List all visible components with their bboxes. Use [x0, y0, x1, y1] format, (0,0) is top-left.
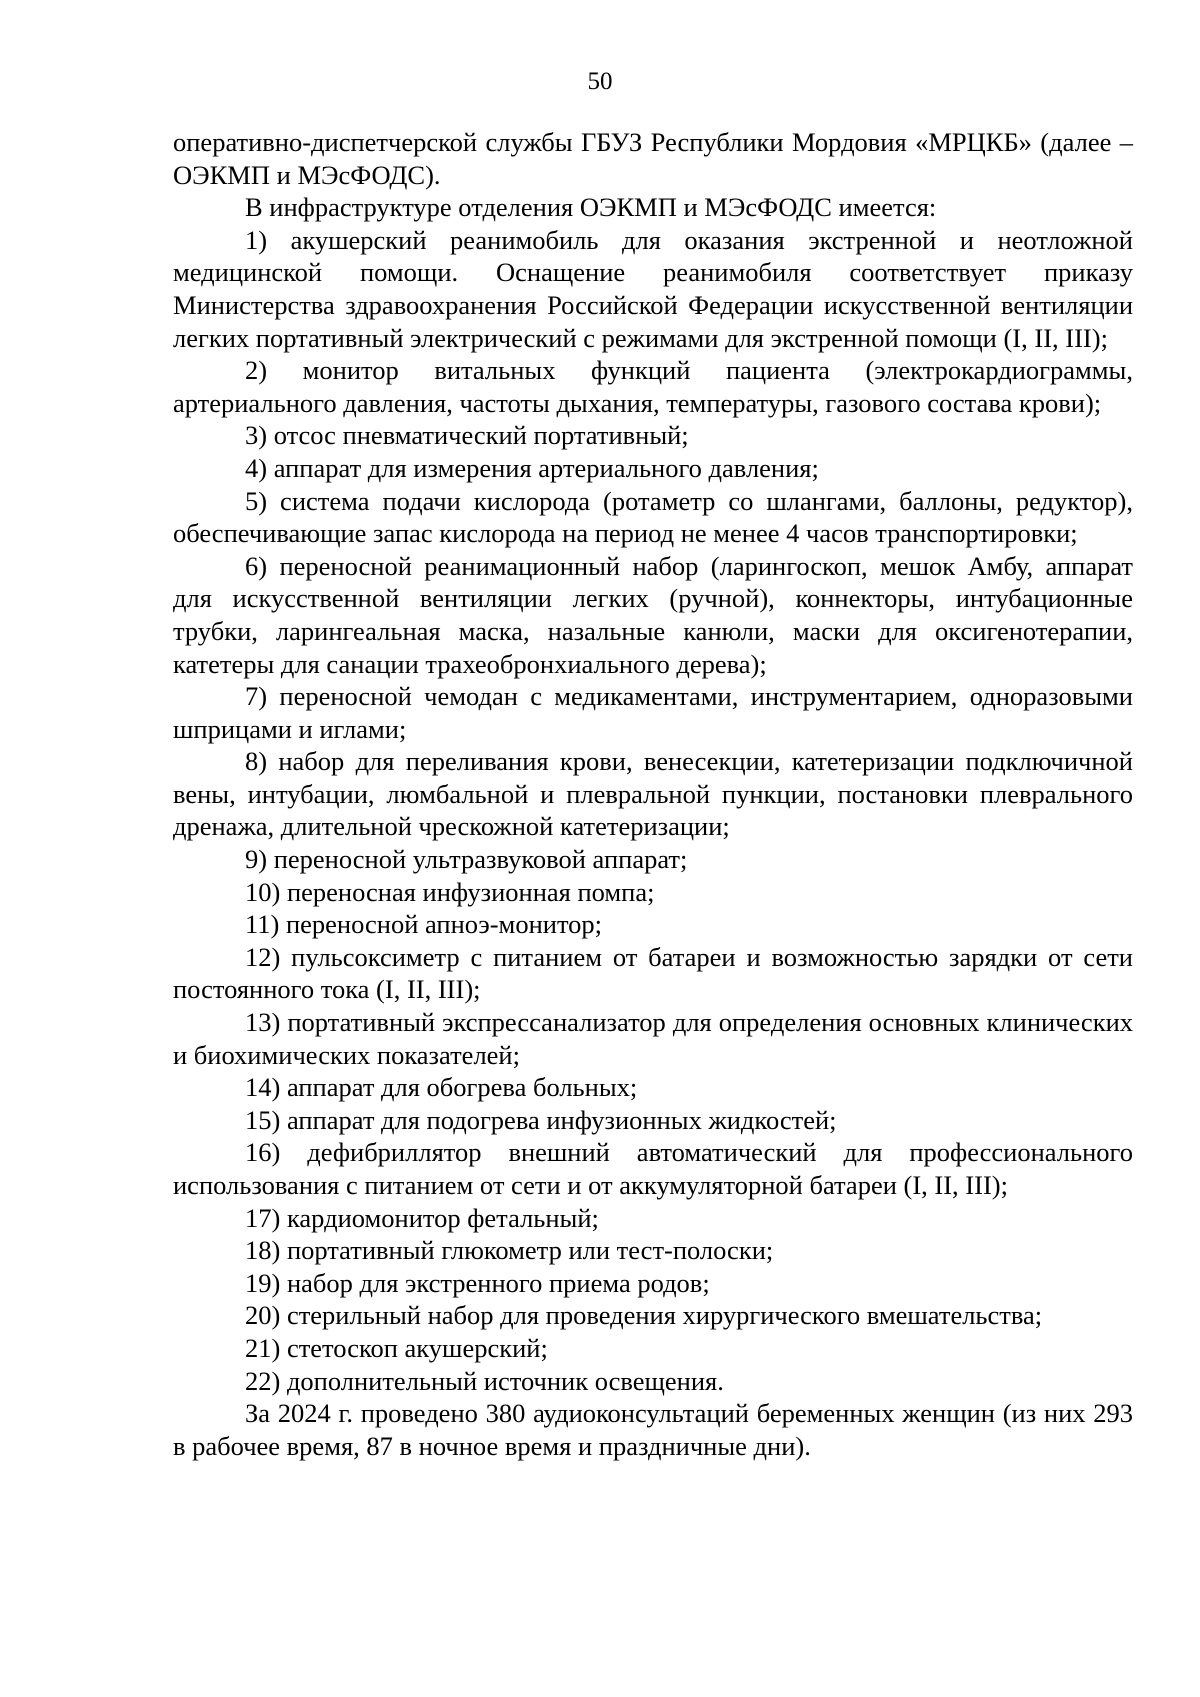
list-item: 10) переносная инфузионная помпа; [245, 876, 655, 907]
paragraph-consultations-summary: За 2024 г. проведено 380 аудиоконсультаций беременных женщин (из них 293 в рабочее время, 87 в ночное время и праздничные дни). [173, 1398, 1133, 1461]
list-item: 19) набор для экстренного приема родов; [245, 1267, 710, 1298]
list-item: 14) аппарат для обогрева больных; [245, 1072, 638, 1103]
list-item: 16) дефибриллятор внешний автоматический для профессионального использования с питанием от сети и от аккумуляторной батареи (I, II, III); [173, 1137, 1133, 1200]
list-item: 2) монитор витальных функций пациента (электрокардиограммы, артериального давления, частоты дыхания, температуры, газового состава крови); [173, 355, 1133, 418]
list-item: 8) набор для переливания крови, венесекции, катетеризации подключичной вены, интубации, люмбальной и плевральной пункции, постановки плеврального дренажа, длительной чрескожной катетеризации; [173, 746, 1133, 842]
page-number: 50 [587, 68, 613, 95]
list-item: 17) кардиомонитор фетальный; [245, 1202, 599, 1233]
list-item: 9) переносной ультразвуковой аппарат; [245, 844, 688, 875]
list-item: 22) дополнительный источник освещения. [245, 1365, 724, 1396]
list-item: 3) отсос пневматический портативный; [245, 420, 689, 451]
document-body [173, 126, 1133, 1462]
list-item: 20) стерильный набор для проведения хирургического вмешательства; [245, 1300, 1043, 1331]
list-item: 12) пульсоксиметр с питанием от батареи и возможностью зарядки от сети постоянного тока (I, II, III); [173, 941, 1133, 1005]
list-item: 5) система подачи кислорода (ротаметр со шлангами, баллоны, редуктор), обеспечивающие запас кислорода на период не менее 4 часов транспортировки; [173, 485, 1133, 549]
list-item: 7) переносной чемодан с медикаментами, инструментарием, одноразовыми шприцами и иглами; [173, 681, 1133, 744]
list-item: 15) аппарат для подогрева инфузионных жидкостей; [245, 1104, 837, 1135]
list-item: 4) аппарат для измерения артериального давления; [245, 452, 819, 483]
paragraph-infrastructure-intro: В инфраструктуре отделения ОЭКМП и МЭсФОДС имеется: [245, 192, 937, 223]
list-item: 13) портативный экспрессанализатор для определения основных клинических и биохимических показателей; [173, 1007, 1133, 1070]
list-item: 18) портативный глюкометр или тест-полоски; [245, 1235, 774, 1266]
list-item: 1) акушерский реанимобиль для оказания экстренной и неотложной медицинской помощи. Оснащение реанимобиля соответствует приказу Министерства здравоохранения Российской Федерации искусственной вентиляции легких портативный электрический с режимами для экстренной помощи (I, II, III); [173, 224, 1133, 353]
list-item: 6) переносной реанимационный набор (ларингоскоп, мешок Амбу, аппарат для искусственной вентиляции легких (ручной), коннекторы, интубационные трубки, ларингеальная маска, назальные канюли, маски для оксигенотерапии, катетеры для санации трахеобронхиального дерева); [173, 550, 1133, 679]
list-item: 11) переносной апноэ-монитор; [245, 909, 603, 940]
paragraph-continuation: оперативно-диспетчерской службы ГБУЗ Республики Мордовия «МРЦКБ» (далее – ОЭКМП и МЭсФОДС). [173, 127, 1133, 190]
list-item: 21) стетоскоп акушерский; [245, 1332, 548, 1363]
